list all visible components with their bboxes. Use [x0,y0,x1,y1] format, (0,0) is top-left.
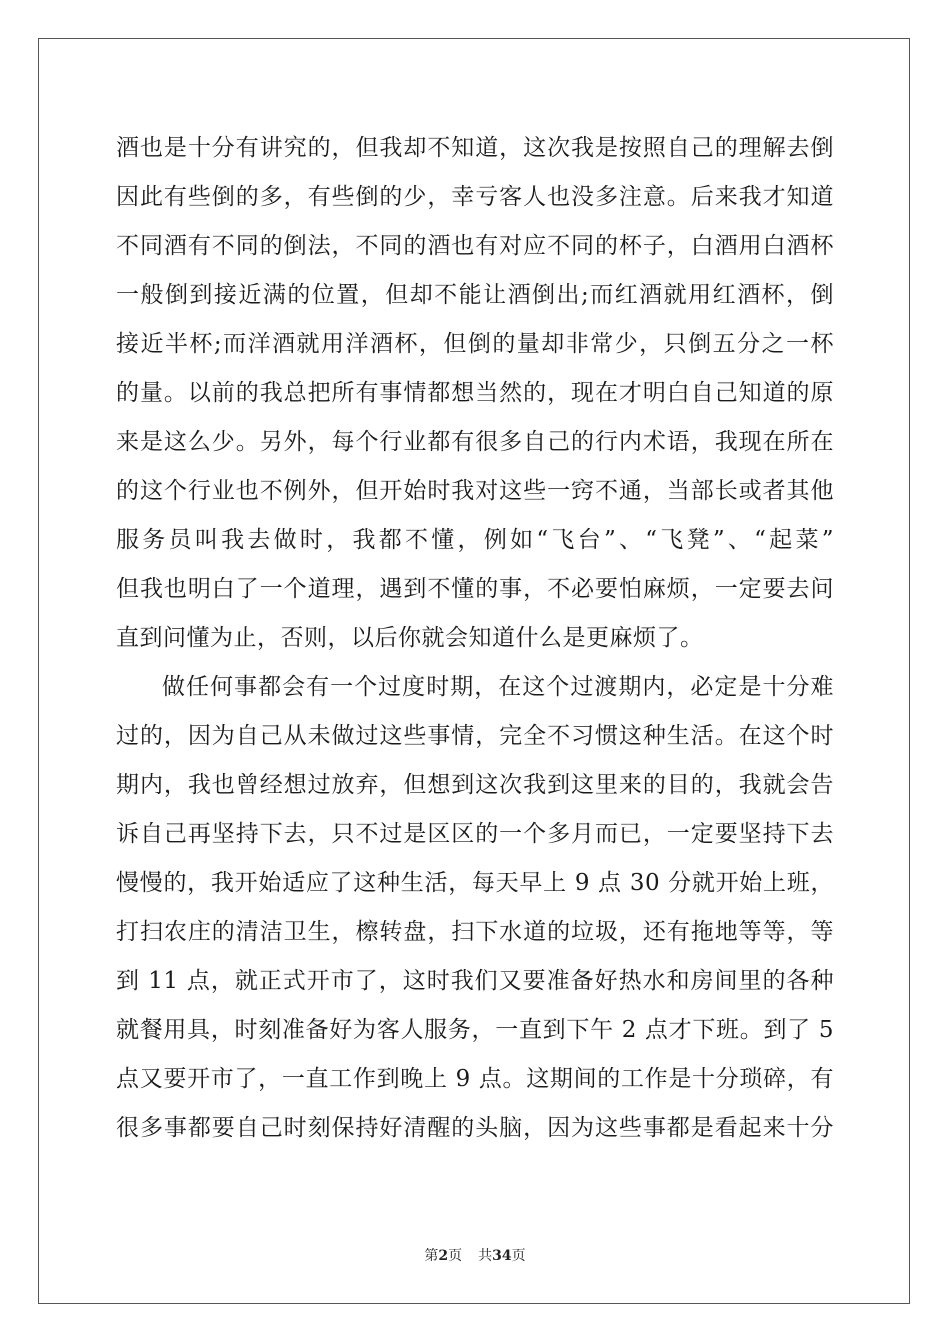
text-line: 的量。以前的我总把所有事情都想当然的，现在才明白自己知道的原 [116,380,834,406]
text-line: 就餐用具，时刻准备好为客人服务，一直到下午 2 点才下班。到了 5 [116,1017,834,1043]
text-line: 打扫农庄的清洁卫生，檫转盘，扫下水道的垃圾，还有拖地等等，等 [116,919,834,945]
text-line: 不同酒有不同的倒法，不同的酒也有对应不同的杯子，白酒用白酒杯 [116,233,834,259]
page-prefix: 第 [424,1248,439,1264]
text-line: 服务员叫我去做时，我都不懂，例如“飞台”、“飞凳”、“起菜” [116,527,834,553]
text-line: 点又要开市了，一直工作到晚上 9 点。这期间的工作是十分琐碎，有 [116,1066,834,1092]
text-line: 过的，因为自己从未做过这些事情，完全不习惯这种生活。在这个时 [116,723,834,749]
text-line: 但我也明白了一个道理，遇到不懂的事，不必要怕麻烦，一定要去问 [116,576,834,602]
page-suffix: 页 [448,1248,463,1264]
total-suffix: 页 [511,1248,526,1264]
text-line: 直到问懂为止，否则，以后你就会知道什么是更麻烦了。 [116,625,704,651]
text-line: 期内，我也曾经想过放弃，但想到这次我到这里来的目的，我就会告 [116,772,834,798]
text-line: 慢慢的，我开始适应了这种生活，每天早上 9 点 30 分就开始上班， [116,870,834,896]
total-prefix: 共 [478,1248,493,1264]
text-line: 因此有些倒的多，有些倒的少，幸亏客人也没多注意。后来我才知道 [116,184,834,210]
text-line: 很多事都要自己时刻保持好清醒的头脑，因为这些事都是看起来十分 [116,1115,834,1141]
paragraph-start-line: 做任何事都会有一个过度时期，在这个过渡期内，必定是十分难 [162,674,834,700]
text-line: 一般倒到接近满的位置，但却不能让酒倒出;而红酒就用红酒杯，倒 [116,282,834,308]
text-line: 酒也是十分有讲究的，但我却不知道，这次我是按照自己的理解去倒 [116,135,834,161]
total-pages: 34 [492,1248,512,1264]
text-line: 的这个行业也不例外，但开始时我对这些一窍不通，当部长或者其他 [116,478,834,504]
page-number: 2 [438,1248,449,1264]
document-body [116,124,834,1153]
text-line: 来是这么少。另外，每个行业都有很多自己的行内术语，我现在所在 [116,429,834,455]
text-line: 诉自己再坚持下去，只不过是区区的一个多月而已，一定要坚持下去 [116,821,834,847]
text-line: 到 11 点，就正式开市了，这时我们又要准备好热水和房间里的各种 [116,968,834,994]
page-footer [0,1245,950,1265]
text-line: 接近半杯;而洋酒就用洋酒杯，但倒的量却非常少，只倒五分之一杯 [116,331,834,357]
